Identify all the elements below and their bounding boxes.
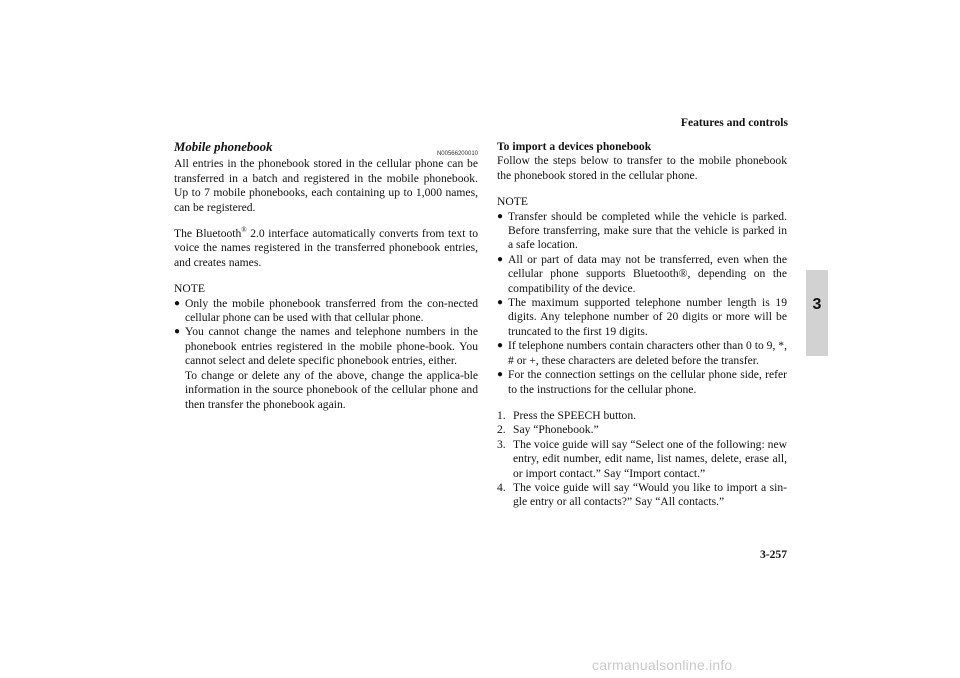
step-number: 1. (497, 408, 506, 422)
subheading: To import a devices phonebook (497, 140, 652, 153)
intro-paragraph: All entries in the phonebook stored in the cellular phone can be transferred in a batch and registered in the mobile phonebook. Up to 7 mobile phonebooks, each containing up to 1,000 names, can be registered. (174, 157, 478, 214)
bullet-icon: ● (174, 297, 181, 309)
step-number: 3. (497, 437, 506, 451)
note-item (497, 339, 787, 368)
bullet-icon: ● (497, 210, 504, 222)
section-code: N00566200010 (436, 151, 478, 157)
note-item (497, 368, 787, 397)
bullet-icon: ● (497, 297, 504, 309)
step-item (497, 438, 787, 481)
note-text (185, 325, 478, 411)
step-text: The voice guide will say “Select one of the following: new entry, edit number, edit name, list names, delete, erase all, or import contact.” Say “Import contact.” (513, 437, 787, 480)
note-text: Only the mobile phonebook transferred from the con-nected cellular phone can be used with that cellular phone. (185, 296, 478, 325)
left-column (174, 140, 478, 412)
step-text: Say “Phonebook.” (513, 423, 599, 437)
import-intro: Follow the steps below to transfer to the mobile phonebook the phonebook stored in the cellular phone. (497, 154, 787, 182)
section-title: Mobile phonebook (174, 140, 273, 154)
registered-mark: ® (241, 226, 247, 235)
bullet-icon: ● (497, 340, 504, 352)
page-number: 3-257 (759, 548, 787, 561)
step-item (497, 409, 787, 423)
note-block (174, 282, 478, 412)
note-item (497, 253, 787, 296)
note-block (497, 195, 787, 397)
note-text-main: You cannot change the names and telephone numbers in the phonebook entries registered in the mobile phone-book. You cannot select and delete specific phonebook entries, either. (185, 325, 478, 368)
step-list (497, 409, 787, 510)
note-label: NOTE (174, 282, 205, 296)
step-item (497, 423, 787, 437)
bluetooth-text: The Bluetooth (174, 227, 242, 241)
step-number: 2. (497, 423, 506, 437)
step-text: The voice guide will say “Would you like to import a sin-gle entry or all contacts?” Say “All contacts.” (513, 480, 787, 509)
step-item (497, 481, 787, 510)
bullet-icon: ● (174, 326, 181, 338)
note-label: NOTE (497, 195, 528, 209)
chapter-tab (806, 270, 828, 356)
bullet-icon: ● (497, 253, 504, 265)
note-text-extra: To change or delete any of the above, change the applica-ble information in the source phonebook of the cellular phone and then transfer the phonebook again. (185, 368, 478, 411)
right-column (497, 140, 787, 510)
note-text: The maximum supported telephone number length is 19 digits. Any telephone number of 20 digits or more will be truncated to the first 19 digits. (508, 296, 787, 338)
running-header: Features and controls (680, 116, 788, 129)
note-item (174, 297, 478, 326)
chapter-number: 3 (812, 296, 822, 313)
note-item (174, 325, 478, 411)
step-number: 4. (497, 480, 506, 494)
bluetooth-text-rest: 2.0 interface automatically converts from text to voice the names registered in the transferred phonebook entries, and creates names. (174, 227, 478, 269)
note-text: For the connection settings on the cellular phone side, refer to the instructions for the cellular phone. (508, 368, 787, 396)
step-text: Press the SPEECH button. (513, 408, 637, 422)
note-text: If telephone numbers contain characters other than 0 to 9, *, # or +, these characters are deleted before the transfer. (508, 339, 787, 367)
note-item (497, 210, 787, 253)
bluetooth-paragraph (174, 227, 478, 270)
watermark: carmanualsonline.info (592, 657, 733, 673)
bullet-icon: ● (497, 369, 504, 381)
note-item (497, 296, 787, 339)
note-text: All or part of data may not be transferred, even when the cellular phone supports Bluetooth®, depending on the compatibility of the device. (508, 252, 787, 295)
note-text: Transfer should be completed while the vehicle is parked. Before transferring, make sure that the vehicle is parked in a safe location. (508, 209, 787, 252)
section-heading-row (174, 140, 478, 157)
